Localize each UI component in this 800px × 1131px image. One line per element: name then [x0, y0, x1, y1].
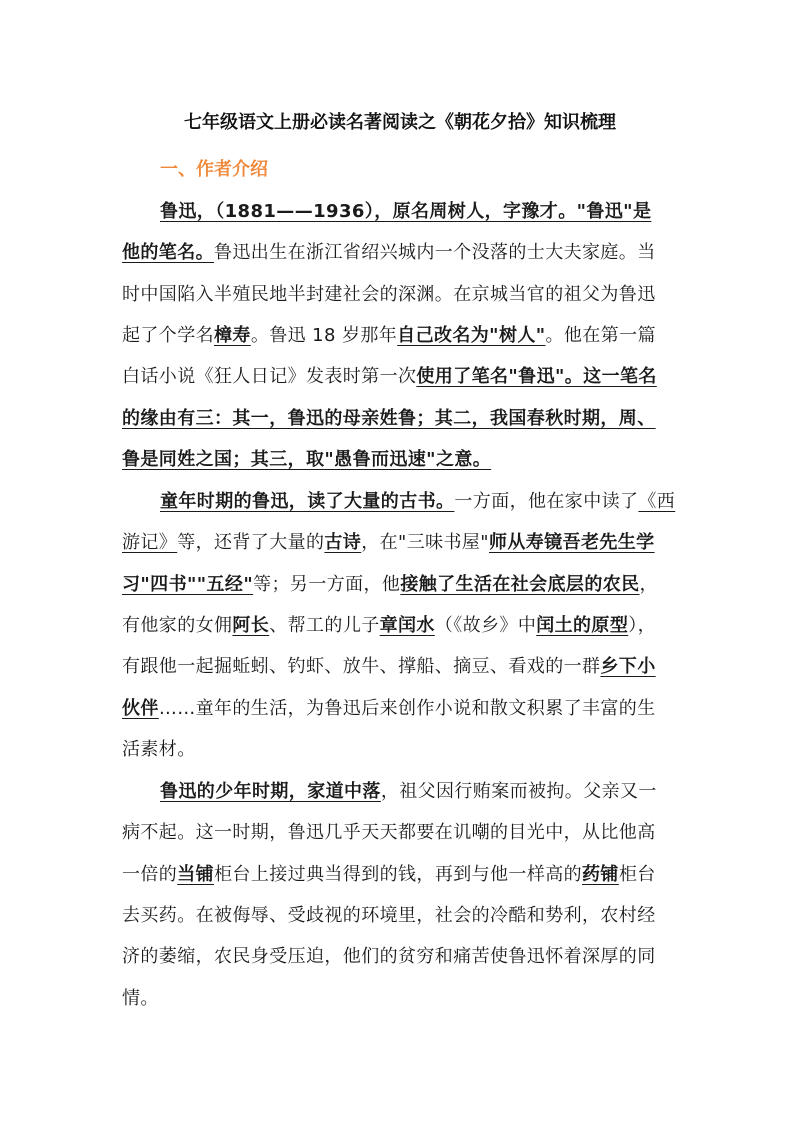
- text-run: 去买药。在被侮辱、受歧视的环境里，社会的冷酷和势利，农村经: [122, 904, 656, 926]
- text-run: 活素材。: [122, 738, 196, 760]
- emphasized-text: 游记》: [122, 532, 178, 554]
- text-run: 柜台上接过典当得到的钱，再到与他一样高的: [214, 863, 583, 885]
- text-run: 。鲁迅 18 岁那年: [250, 324, 398, 346]
- emphasized-text: 自己改名为"树人": [397, 324, 546, 346]
- emphasized-text: 使用了笔名"鲁迅": [416, 366, 565, 388]
- paragraph-3-line: [122, 861, 684, 888]
- paragraph-1-line: [122, 446, 684, 473]
- paragraph-3-line: [122, 819, 684, 846]
- paragraph-3-line: [160, 778, 684, 805]
- paragraph-1-line: [122, 405, 684, 432]
- emphasized-text: 闰土的原型: [536, 614, 629, 636]
- text-run: ），: [628, 614, 657, 636]
- text-run: 等，还背了大量的: [177, 532, 325, 554]
- emphasized-text: 鲁迅的少年时期，家道中落: [160, 781, 381, 802]
- text-run: 病不起。这一时期，鲁迅几乎天天都要在讥嘲的目光中，从比他高: [122, 822, 656, 844]
- text-run: 白话小说《狂人日记》发表时第一次: [122, 366, 417, 388]
- emphasized-text: 樟寿: [214, 324, 251, 346]
- paragraph-1-line: [122, 322, 684, 349]
- text-run: 起了个学名: [122, 324, 214, 346]
- emphasized-text: 。这一笔名: [564, 366, 657, 388]
- emphasized-text: 阿长: [232, 614, 270, 636]
- text-run: 、帮工的儿子: [269, 614, 380, 636]
- text-run: ，: [639, 573, 658, 595]
- text-run: 济的萎缩，农民身受压迫，他们的贫穷和痛苦使鲁迅怀着深厚的同: [122, 946, 656, 968]
- paragraph-2-line: [122, 736, 684, 763]
- paragraph-3-line: [122, 902, 684, 929]
- text-run: 等；另一方面，他: [253, 573, 401, 595]
- paragraph-1-line: [160, 198, 684, 225]
- text-run: ，祖父因行贿案而被拘。父亲又一: [380, 781, 657, 802]
- emphasized-text: 伙伴: [122, 697, 159, 719]
- text-run: （《故乡》中: [434, 614, 537, 636]
- paragraph-2-line: [122, 653, 684, 680]
- text-run: ，在"三味书屋": [361, 532, 489, 554]
- paragraph-2-line: [122, 612, 684, 639]
- emphasized-text: 的缘由有三：其一，鲁迅的母亲姓鲁；其二，我国春秋时期，周、: [122, 407, 656, 429]
- text-run: 有跟他一起掘蚯蚓、钓虾、放牛、撑船、摘豆、看戏的一群: [122, 656, 601, 678]
- paragraph-1-line: [122, 239, 684, 266]
- emphasized-text: 章闰水: [379, 614, 435, 636]
- emphasized-text: 当铺: [177, 863, 215, 885]
- text-run: 一方面，他在家中读了: [454, 491, 639, 512]
- text-run: 时中国陷入半殖民地半封建社会的深渊。在京城当官的祖父为鲁迅: [122, 283, 656, 305]
- emphasized-text: 他的笔名。: [122, 242, 214, 264]
- emphasized-text: 《西: [638, 491, 676, 512]
- text-run: 。他在第一篇: [545, 324, 656, 346]
- text-run: 一倍的: [122, 863, 178, 885]
- emphasized-text: 乡下小: [600, 656, 656, 678]
- paragraph-2-line: [122, 529, 684, 556]
- emphasized-text: 接触了生活在社会底层的农民: [400, 573, 640, 595]
- emphasized-text: 师从寿镜吾老先生学: [488, 532, 655, 554]
- text-run: 柜台: [618, 863, 656, 885]
- paragraph-3-line: [122, 943, 684, 970]
- paragraph-2-line: [122, 571, 684, 598]
- paragraph-2-line: [160, 488, 684, 515]
- paragraph-3-line: [122, 985, 684, 1012]
- paragraph-2-line: [122, 695, 684, 722]
- emphasized-text: 药铺: [582, 863, 619, 885]
- text-run: 情。: [122, 987, 159, 1009]
- text-run: 有他家的女佣: [122, 614, 233, 636]
- emphasized-text: 鲁迅，（1881——1936），原名周树人，字豫才。"鲁迅"是: [160, 201, 652, 222]
- emphasized-text: 鲁是同姓之国；其三，取"愚鲁而迅速"之意。: [122, 448, 492, 470]
- document-title: 七年级语文上册必读名著阅读之《朝花夕拾》知识梳理: [184, 112, 616, 133]
- paragraph-1-line: [122, 363, 684, 390]
- emphasized-text: 习"四书""五经": [122, 573, 254, 595]
- text-run: 鲁迅出生在浙江省绍兴城内一个没落的士大夫家庭。当: [214, 242, 656, 264]
- paragraph-1-line: [122, 281, 684, 308]
- section-heading: 一、作者介绍: [160, 159, 268, 180]
- emphasized-text: 古诗: [324, 532, 362, 554]
- text-run: ……童年的生活，为鲁迅后来创作小说和散文积累了丰富的生: [158, 697, 656, 719]
- emphasized-text: 童年时期的鲁迅，读了大量的古书。: [160, 491, 455, 512]
